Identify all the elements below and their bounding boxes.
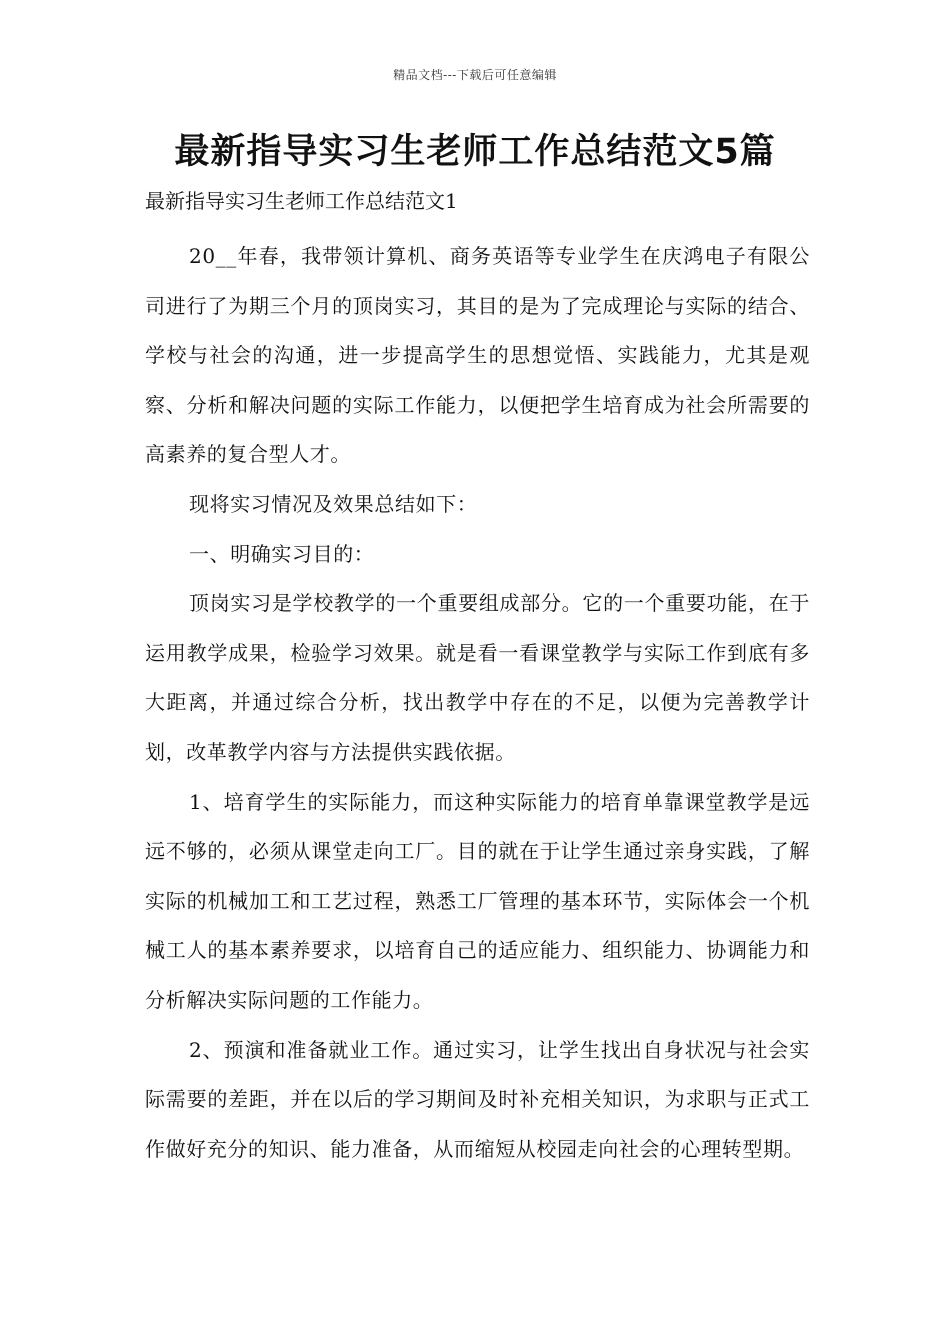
document-title: 最新指导实习生老师工作总结范文5篇	[174, 132, 776, 172]
paragraph-purpose: 顶岗实习是学校教学的一个重要组成部分。它的一个重要功能，在于运用教学成果，检验学习效果。就是看一看课堂教学与实际工作到底有多大距离，并通过综合分析，找出教学中存在的不足，以便为完善教学计划，改革教学内容与方法提供实践依据。	[145, 591, 810, 764]
paragraph-heading-purpose: 一、明确实习目的：	[189, 541, 375, 566]
section-subtitle: 最新指导实习生老师工作总结范文1	[145, 189, 458, 213]
paragraph-point-2: 2、预演和准备就业工作。通过实习，让学生找出自身状况与社会实际需要的差距，并在以后的学习期间及时补充相关知识，为求职与正式工作做好充分的知识、能力准备，从而缩短从校园走向社会的心理转型期。	[145, 1037, 810, 1161]
header-note: 精品文档---下载后可任意编辑	[393, 68, 557, 82]
document-body	[145, 232, 810, 1174]
paragraph-summary-lead: 现将实习情况及效果总结如下：	[189, 491, 478, 516]
paragraph-intro: 20__年春，我带领计算机、商务英语等专业学生在庆鸿电子有限公司进行了为期三个月的顶岗实习，其目的是为了完成理论与实际的结合、学校与社会的沟通，进一步提高学生的思想觉悟、实践能力，尤其是观察、分析和解决问题的实际工作能力，以便把学生培育成为社会所需要的高素养的复合型人才。	[145, 244, 810, 467]
paragraph-point-1: 1、培育学生的实际能力，而这种实际能力的培育单靠课堂教学是远远不够的，必须从课堂走向工厂。目的就在于让学生通过亲身实践，了解实际的机械加工和工艺过程，熟悉工厂管理的基本环节，实际体会一个机械工人的基本素养要求，以培育自己的适应能力、组织能力、协调能力和分析解决实际问题的工作能力。	[145, 789, 810, 1012]
